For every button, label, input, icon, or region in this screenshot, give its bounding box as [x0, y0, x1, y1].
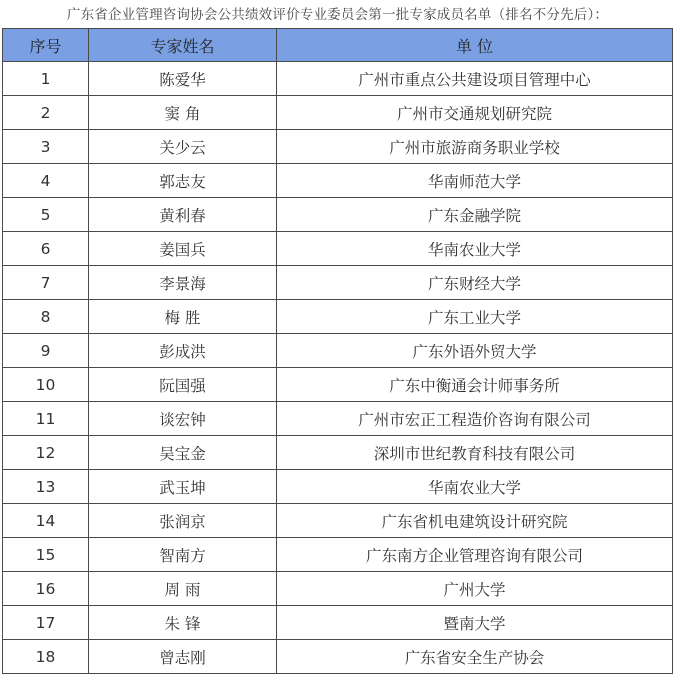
cell-org: 广东中衡通会计师事务所	[277, 368, 673, 402]
cell-org: 广东南方企业管理咨询有限公司	[277, 538, 673, 572]
table-caption: 广东省企业管理咨询协会公共绩效评价专业委员会第一批专家成员名单（排名不分先后）：	[66, 7, 609, 23]
cell-org: 广东财经大学	[277, 266, 673, 300]
cell-no: 5	[3, 198, 89, 232]
cell-org: 华南农业大学	[277, 232, 673, 266]
cell-org: 广州市交通规划研究院	[277, 96, 673, 130]
cell-name: 智南方	[89, 538, 277, 572]
table-row	[3, 130, 673, 164]
expert-roster-table	[2, 28, 673, 674]
cell-name: 阮国强	[89, 368, 277, 402]
table-row	[3, 640, 673, 674]
cell-name: 李景海	[89, 266, 277, 300]
cell-no: 18	[3, 640, 89, 674]
table-row	[3, 164, 673, 198]
cell-org: 广州市重点公共建设项目管理中心	[277, 62, 673, 96]
table-row	[3, 334, 673, 368]
cell-org: 华南农业大学	[277, 470, 673, 504]
cell-no: 17	[3, 606, 89, 640]
cell-no: 2	[3, 96, 89, 130]
cell-org: 广东外语外贸大学	[277, 334, 673, 368]
cell-no: 11	[3, 402, 89, 436]
cell-no: 15	[3, 538, 89, 572]
cell-no: 14	[3, 504, 89, 538]
cell-org: 华南师范大学	[277, 164, 673, 198]
table-row	[3, 470, 673, 504]
cell-org: 广东工业大学	[277, 300, 673, 334]
cell-org: 广州大学	[277, 572, 673, 606]
cell-org: 深圳市世纪教育科技有限公司	[277, 436, 673, 470]
cell-org: 广东省安全生产协会	[277, 640, 673, 674]
table-row	[3, 606, 673, 640]
table-row	[3, 436, 673, 470]
table-row	[3, 62, 673, 96]
cell-org: 暨南大学	[277, 606, 673, 640]
cell-name: 朱 锋	[89, 606, 277, 640]
cell-no: 13	[3, 470, 89, 504]
cell-no: 4	[3, 164, 89, 198]
table-row	[3, 266, 673, 300]
cell-no: 12	[3, 436, 89, 470]
cell-name: 吴宝金	[89, 436, 277, 470]
cell-name: 武玉坤	[89, 470, 277, 504]
cell-name: 关少云	[89, 130, 277, 164]
cell-org: 广东金融学院	[277, 198, 673, 232]
cell-name: 梅 胜	[89, 300, 277, 334]
cell-name: 郭志友	[89, 164, 277, 198]
cell-org: 广州市旅游商务职业学校	[277, 130, 673, 164]
column-header-name: 专家姓名	[89, 29, 277, 62]
table-row	[3, 572, 673, 606]
table-row	[3, 504, 673, 538]
table-row	[3, 300, 673, 334]
cell-name: 黄利春	[89, 198, 277, 232]
cell-no: 3	[3, 130, 89, 164]
cell-no: 1	[3, 62, 89, 96]
cell-name: 谈宏钟	[89, 402, 277, 436]
cell-no: 10	[3, 368, 89, 402]
cell-name: 陈爱华	[89, 62, 277, 96]
cell-name: 姜国兵	[89, 232, 277, 266]
table-row	[3, 198, 673, 232]
cell-name: 张润京	[89, 504, 277, 538]
cell-no: 9	[3, 334, 89, 368]
table-row	[3, 96, 673, 130]
table-header-row	[3, 29, 673, 62]
cell-no: 6	[3, 232, 89, 266]
cell-no: 7	[3, 266, 89, 300]
cell-name: 彭成洪	[89, 334, 277, 368]
cell-no: 8	[3, 300, 89, 334]
column-header-no: 序号	[3, 29, 89, 62]
cell-no: 16	[3, 572, 89, 606]
table-row	[3, 402, 673, 436]
cell-name: 周 雨	[89, 572, 277, 606]
table-row	[3, 368, 673, 402]
column-header-org: 单 位	[277, 29, 673, 62]
table-row	[3, 232, 673, 266]
cell-org: 广东省机电建筑设计研究院	[277, 504, 673, 538]
cell-name: 窦 角	[89, 96, 277, 130]
table-row	[3, 538, 673, 572]
cell-org: 广州市宏正工程造价咨询有限公司	[277, 402, 673, 436]
cell-name: 曾志刚	[89, 640, 277, 674]
